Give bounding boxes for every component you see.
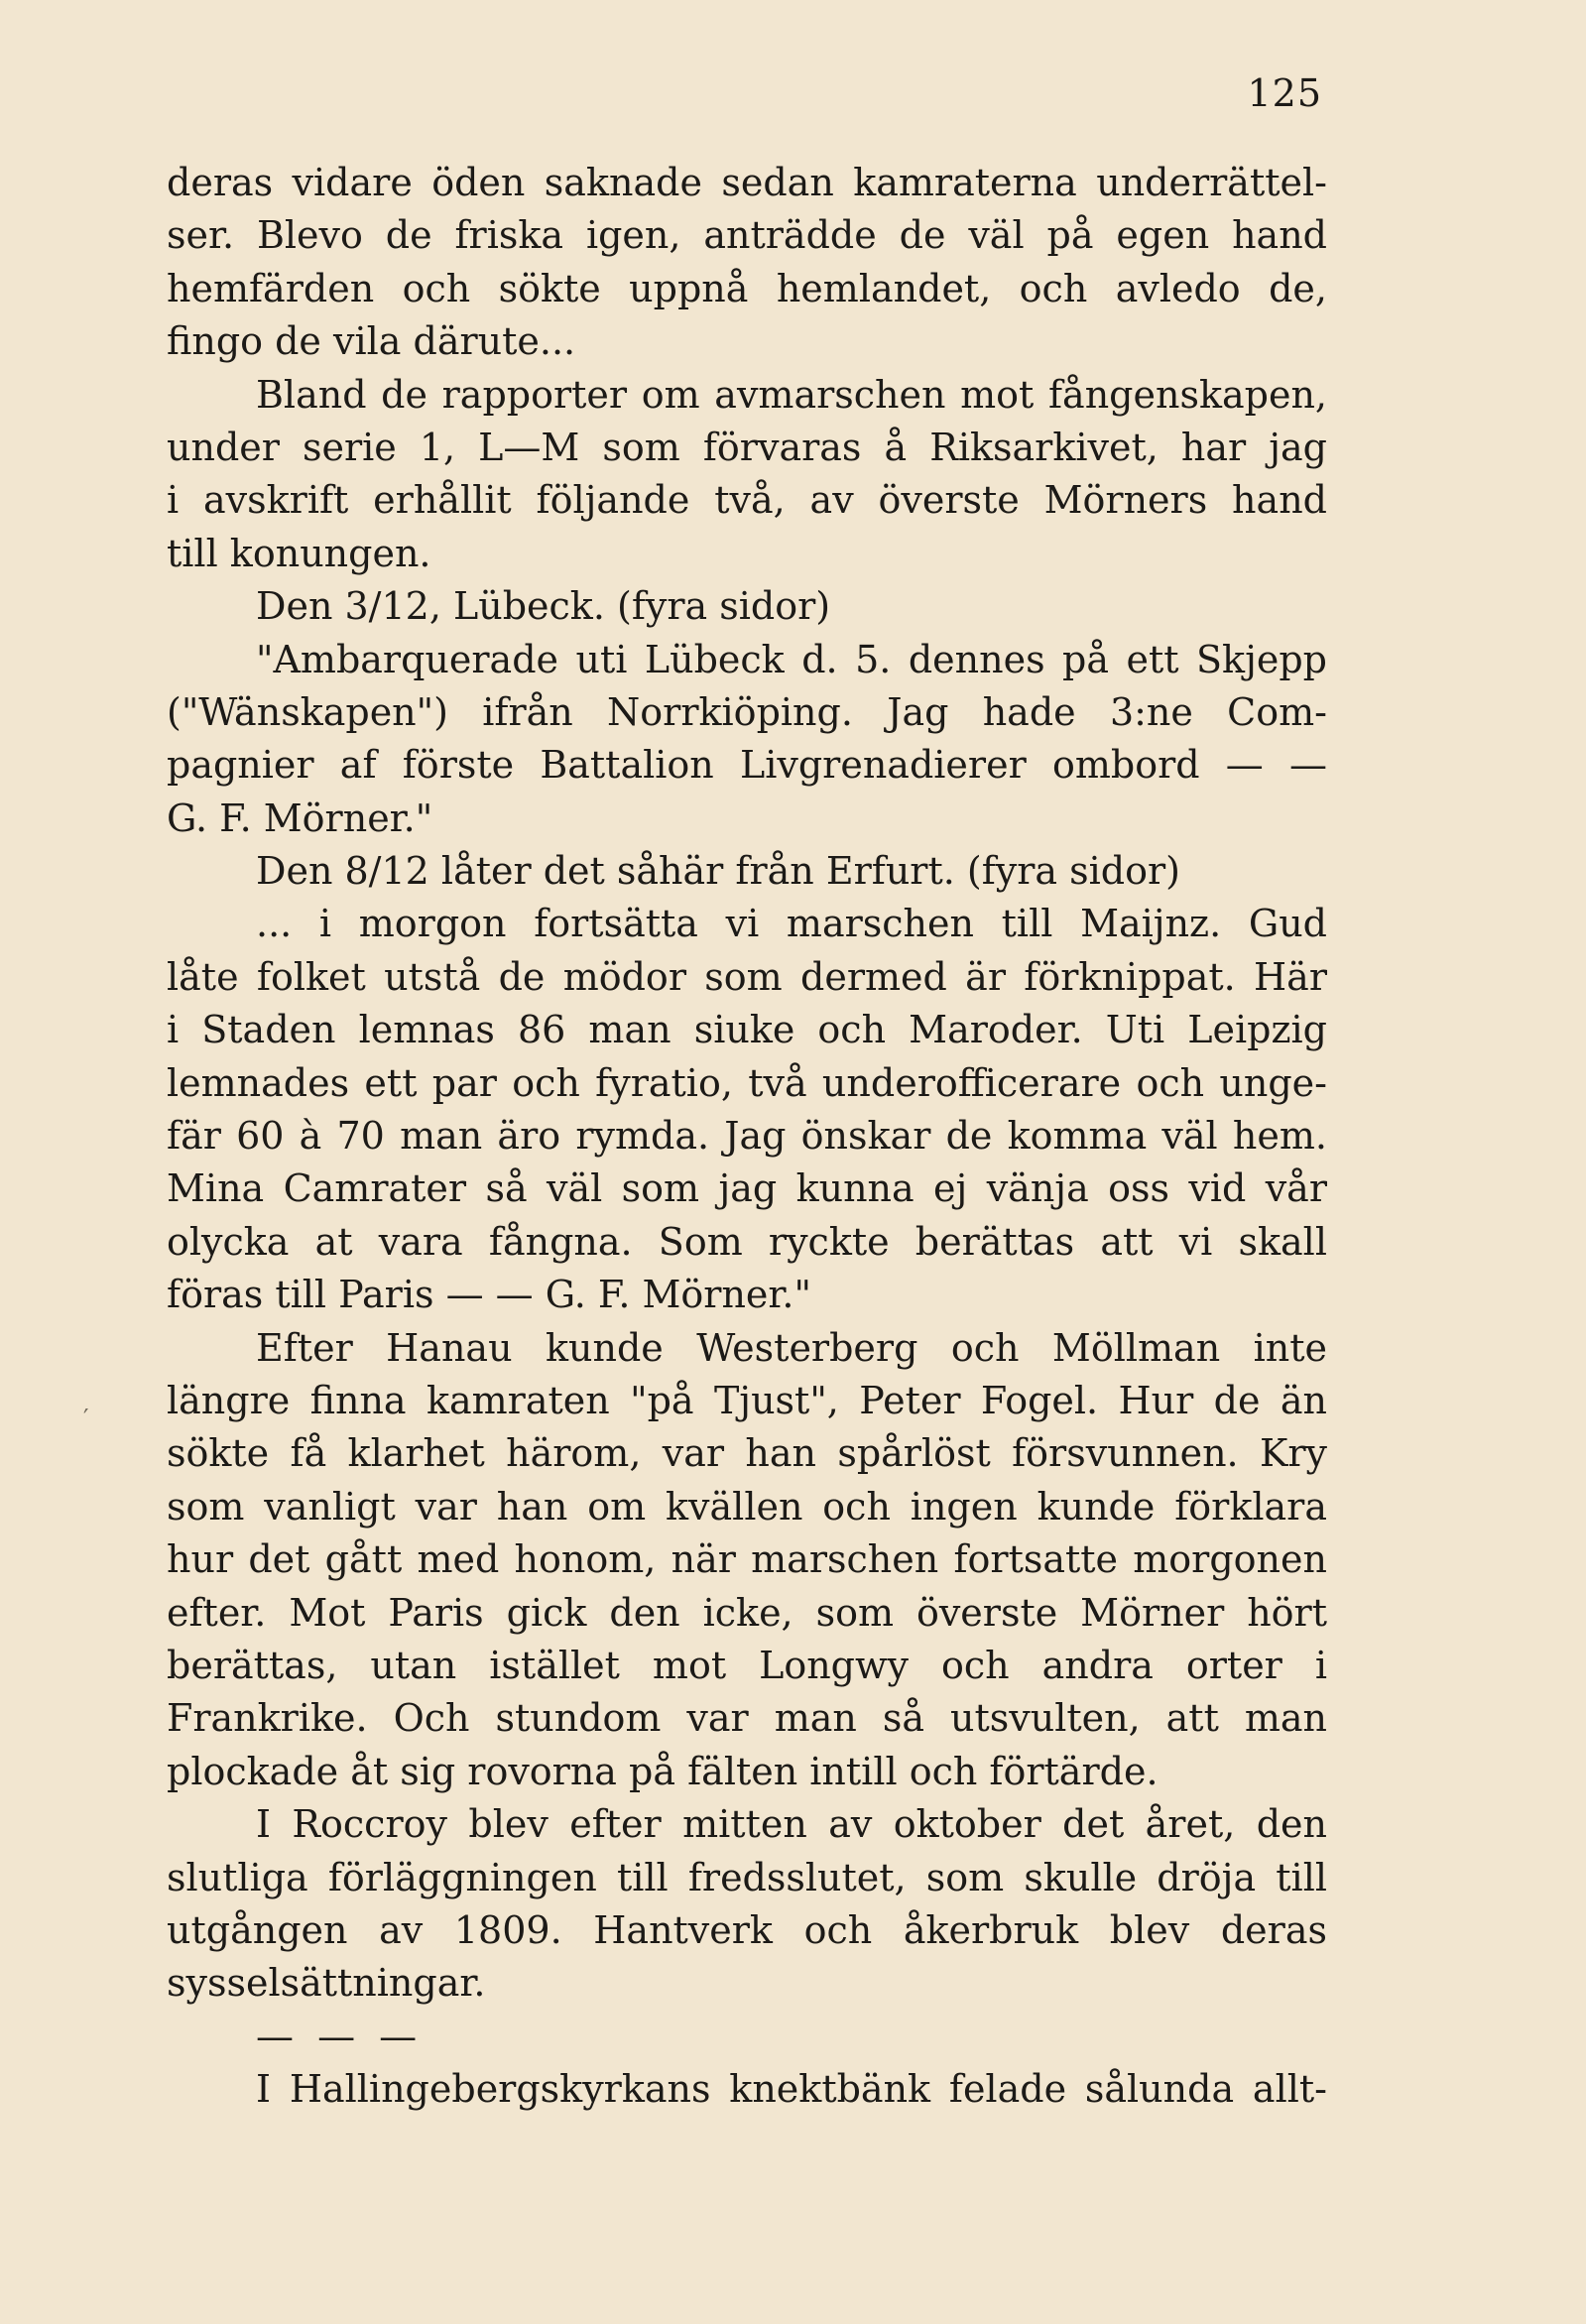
text-line: ... i morgon fortsätta vi marschen till Maijnz. Gud: [256, 902, 1327, 946]
text-line: Efter Hanau kunde Westerberg och Möllman inte: [256, 1325, 1327, 1370]
text-line: pagnier af förste Battalion Livgrenadierer ombord — —: [167, 743, 1327, 788]
text-line: Mina Camrater så väl som jag kunna ej vänja oss vid vår: [167, 1166, 1327, 1211]
text-line: berättas, utan istället mot Longwy och andra orter i: [167, 1643, 1327, 1687]
text-line: fär 60 à 70 man äro rymda. Jag önskar de komma väl hem.: [167, 1114, 1327, 1159]
text-line: sysselsättningar.: [167, 1961, 486, 2006]
text-line: i Staden lemnas 86 man siuke och Maroder. Uti Leipzig: [167, 1008, 1327, 1052]
text-line: utgången av 1809. Hantverk och åkerbruk blev deras: [167, 1907, 1327, 1952]
text-line: hur det gått med honom, när marschen fortsatte morgonen: [167, 1537, 1327, 1582]
text-line: ("Wänskapen") ifrån Norrkiöping. Jag hade 3:ne Com-: [167, 689, 1327, 734]
text-line: I Hallingebergskyrkans knektbänk felade sålunda allt-: [256, 2067, 1327, 2112]
text-line: hemfärden och sökte uppnå hemlandet, och avledo de,: [167, 266, 1327, 310]
body-text: [167, 157, 1327, 2116]
text-line: i avskrift erhållit följande två, av överste Mörners hand: [167, 478, 1327, 523]
page-number: 125: [1247, 71, 1322, 115]
text-line: som vanligt var han om kvällen och ingen kunde förklara: [167, 1484, 1327, 1529]
text-line: Den 3/12, Lübeck. (fyra sidor): [256, 584, 831, 629]
text-line: fingo de vila därute...: [167, 319, 576, 364]
text-line: I Roccroy blev efter mitten av oktober det året, den: [256, 1802, 1327, 1847]
margin-mark: ′: [83, 1405, 89, 1432]
text-line: under serie 1, L—M som förvaras å Riksarkivet, har jag: [167, 425, 1327, 469]
text-line: plockade åt sig rovorna på fälten intill och förtärde.: [167, 1749, 1159, 1793]
text-line: låte folket utstå de mödor som dermed är förknippat. Här: [167, 954, 1327, 999]
text-line: "Ambarquerade uti Lübeck d. 5. dennes på ett Skjepp: [256, 637, 1327, 681]
text-line: föras till Paris — — G. F. Mörner.": [167, 1273, 811, 1317]
text-line: G. F. Mörner.": [167, 795, 433, 840]
text-line: Den 8/12 låter det såhär från Erfurt. (fyra sidor): [256, 849, 1181, 894]
text-line: olycka at vara fångna. Som ryckte berättas att vi skall: [167, 1219, 1327, 1264]
text-line: efter. Mot Paris gick den icke, som överste Mörner hört: [167, 1590, 1327, 1635]
text-line: längre finna kamraten "på Tjust", Peter Fogel. Hur de än: [167, 1378, 1327, 1422]
text-line: Bland de rapporter om avmarschen mot fångenskapen,: [256, 372, 1327, 417]
text-line: deras vidare öden saknade sedan kamraterna underrättel-: [167, 161, 1327, 204]
text-line: lemnades ett par och fyratio, två underofficerare och unge-: [167, 1060, 1327, 1105]
text-line: ser. Blevo de friska igen, anträdde de väl på egen hand: [167, 213, 1327, 258]
text-line: till konungen.: [167, 531, 431, 575]
text-line: Frankrike. Och stundom var man så utsvulten, att man: [167, 1696, 1327, 1741]
text-line: slutliga förläggningen till fredsslutet, som skulle dröja till: [167, 1855, 1327, 1899]
section-separator: — — —: [256, 2014, 424, 2058]
text-line: sökte få klarhet härom, var han spårlöst försvunnen. Kry: [167, 1431, 1327, 1476]
